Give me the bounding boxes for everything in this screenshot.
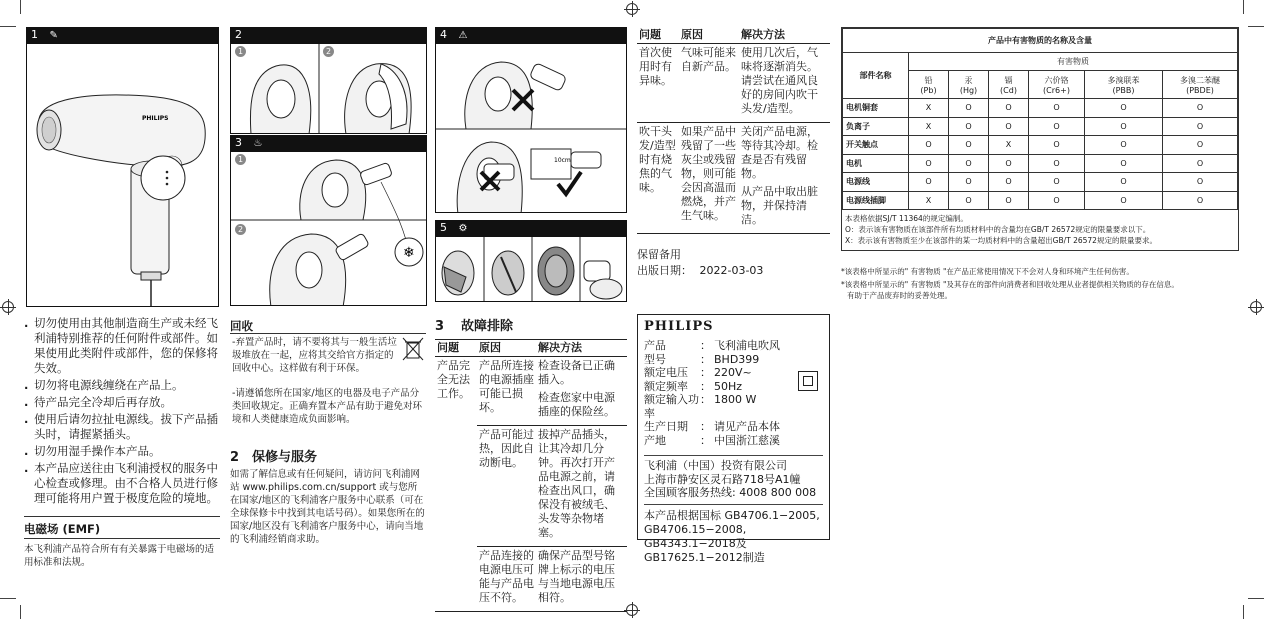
hazard-row <box>843 99 1238 118</box>
crop-mark <box>1243 605 1244 619</box>
substance-value-cell: O <box>909 173 949 192</box>
cleaning-illustration <box>436 237 627 302</box>
hair-dryer-illustration <box>27 44 219 307</box>
distance-label: 10cm <box>554 157 571 164</box>
troubleshooting-table <box>435 339 627 612</box>
table-header: 原因 <box>477 340 536 357</box>
hazard-table-box <box>841 27 1239 251</box>
registration-mark <box>626 604 638 616</box>
substance-value-cell: O <box>1029 154 1085 173</box>
cause-cell: 气味可能来自新产品。 <box>681 46 736 73</box>
substance-value-cell: O <box>949 117 989 136</box>
registration-mark <box>1250 301 1262 313</box>
substance-value-cell: X <box>909 117 949 136</box>
crop-mark <box>0 598 16 599</box>
emf-title: 电磁场 (EMF) <box>24 522 101 536</box>
step-1-illustration <box>26 43 219 307</box>
step-2-number: 2 <box>235 28 242 41</box>
company-info <box>644 455 823 500</box>
warranty-heading <box>230 446 317 465</box>
substance-value-cell: O <box>1163 117 1238 136</box>
step-4-illustration <box>435 43 627 213</box>
substance-group-header: 有害物质 <box>909 53 1238 71</box>
part-name-header: 部件名称 <box>843 53 909 99</box>
safety-bullet: . 切勿使用由其他制造商生产或未经飞利浦特别推荐的任何附件或部件。如果使用此类附件或部件，您的保修将失效。 <box>24 316 220 376</box>
substance-header: 六价铬 (Cr6+) <box>1029 71 1085 99</box>
substance-value-cell: O <box>989 99 1029 118</box>
step-3-number: 3 <box>235 136 242 149</box>
recycle-title: 回收 <box>230 319 253 333</box>
substance-value-cell: O <box>1085 173 1163 192</box>
problem-cell: 首次使用时有异味。 <box>639 46 672 87</box>
blow-dry-illustration <box>231 152 427 306</box>
step-4-number: 4 <box>440 28 447 41</box>
recycle-item: -请遵循您所在国家/地区的电器及电子产品分类回收规定。正确弃置本产品有助于避免对环境和人类健康造成负面影响。 <box>232 388 423 425</box>
safety-bullet: . 切勿用湿手操作本产品。 <box>24 444 220 459</box>
problem-cell: 产品完全无法工作。 <box>437 359 470 400</box>
safety-bullet: . 切勿将电源线缠绕在产品上。 <box>24 378 220 393</box>
solution-cell <box>536 426 627 547</box>
product-spec-box <box>637 314 830 564</box>
substance-value-cell: O <box>1085 191 1163 210</box>
step-5-header <box>435 220 627 236</box>
substance-header: 铅 (Pb) <box>909 71 949 99</box>
step-2-header <box>230 27 427 43</box>
emf-text: 本飞利浦产品符合所有有关暴露于电磁场的适用标准和法规。 <box>24 544 215 568</box>
cause-cell: 产品可能过热，因此自动断电。 <box>477 426 536 547</box>
substep-2-badge: 2 <box>235 224 246 235</box>
substance-value-cell: O <box>1163 154 1238 173</box>
substance-value-cell: O <box>989 191 1029 210</box>
substance-header: 多溴二苯醚 (PBDE) <box>1163 71 1238 99</box>
spec-row: 型号 ： BHD399 <box>644 352 760 366</box>
hair-dryer-icon: ✎ <box>49 30 58 41</box>
substance-value-cell: X <box>909 191 949 210</box>
crop-mark <box>0 26 16 27</box>
standards-text: 本产品根据国标 GB4706.1−2005, GB4706.15−2008, GB4343.1−2018及GB17625.1−2012制造 <box>644 504 823 565</box>
substep-1-badge: 1 <box>235 154 246 165</box>
safety-bullet: . 使用后请勿拉扯电源线。拔下产品插头时，请握紧插头。 <box>24 412 220 442</box>
table-header: 解决方法 <box>536 340 627 357</box>
solution-text: 检查您家中电源插座的保险丝。 <box>538 391 615 418</box>
substance-header: 汞 (Hg) <box>949 71 989 99</box>
hazard-row <box>843 173 1238 192</box>
solution-text: 从产品中取出脏物，并保持清洁。 <box>741 185 818 226</box>
substance-value-cell: O <box>989 173 1029 192</box>
substance-value-cell: O <box>1163 99 1238 118</box>
part-name-cell: 电机 <box>843 154 909 173</box>
company-address: 上海市静安区灵石路718号A1幢 <box>644 472 801 486</box>
table-header: 问题 <box>435 340 477 357</box>
hazard-note: O：表示该有害物质在该部件所有均质材料中的含量均在GB/T 26572规定的限量要求以下。 <box>845 225 1151 234</box>
substance-value-cell: X <box>909 99 949 118</box>
warranty-title: 保修与服务 <box>252 450 318 465</box>
substance-value-cell: O <box>989 154 1029 173</box>
table-header: 问题 <box>637 27 679 44</box>
recycle-item: -弃置产品时，请不要将其与一般生活垃圾堆放在一起，应将其交给官方指定的回收中心。这样做有利于环保。 <box>232 337 397 374</box>
spec-row: 产品 ： 飞利浦电吹风 <box>644 339 780 352</box>
hazard-footnote: *该表格中所显示的" 有害物质 "及其存在的部件向消费者和回收处理从业者提供相关物质的存在信息。 <box>841 280 1179 289</box>
spec-row: 额定电压 ： 220V~ <box>644 366 752 379</box>
substance-value-cell: O <box>1163 173 1238 192</box>
divider <box>24 516 220 517</box>
troubleshooting-section-number: 3 <box>435 319 445 334</box>
spec-row: 产地 ： 中国浙江慈溪 <box>644 433 780 447</box>
substance-value-cell: O <box>1029 191 1085 210</box>
substep-1-badge: 1 <box>235 46 246 57</box>
hazard-row <box>843 117 1238 136</box>
publication-date-label: 出版日期： <box>637 264 692 277</box>
substance-value-cell: O <box>1029 99 1085 118</box>
crop-mark <box>1243 0 1244 14</box>
snowflake-icon: ❄ <box>403 245 415 261</box>
troubleshooting-title: 故障排除 <box>461 319 514 334</box>
waste-bin-crossed-icon <box>402 336 424 362</box>
reserved-line: 保留备用 <box>637 248 681 261</box>
blow-dry-icon: ♨ <box>253 138 263 149</box>
substance-value-cell: O <box>1029 117 1085 136</box>
step-1-header <box>26 27 219 43</box>
company-name: 飞利浦（中国）投资有限公司 <box>644 459 787 472</box>
substance-value-cell: O <box>949 99 989 118</box>
registration-mark <box>626 3 638 15</box>
crop-mark <box>1248 598 1264 599</box>
step-5-number: 5 <box>440 221 447 234</box>
substance-value-cell: O <box>1085 99 1163 118</box>
substance-value-cell: O <box>1085 117 1163 136</box>
hazard-table-title: 产品中有害物质的名称及含量 <box>843 29 1238 53</box>
step-3-illustration <box>230 151 427 306</box>
substance-value-cell: O <box>909 154 949 173</box>
table-row <box>637 123 830 234</box>
publication-date-value: 2022-03-03 <box>699 264 764 277</box>
table-row <box>637 44 830 123</box>
part-name-cell: 开关触点 <box>843 136 909 155</box>
solution-text: 拔掉产品插头，让其冷却几分钟。再次打开产品电源之前，请检查出风口，确保没有被绒毛、头发等杂物堵塞。 <box>538 428 615 539</box>
class-ii-double-square-icon <box>798 371 818 391</box>
spec-row: 额定频率 ： 50Hz <box>644 379 743 393</box>
hazard-footnote: 有助于产品废弃时的妥善处理。 <box>847 291 952 300</box>
substance-header: 多溴联苯 (PBB) <box>1085 71 1163 99</box>
substance-value-cell: O <box>1163 136 1238 155</box>
divider <box>230 333 426 334</box>
solution-cell <box>536 547 627 612</box>
table-header: 原因 <box>679 27 739 44</box>
substance-value-cell: O <box>1163 191 1238 210</box>
towel-dry-illustration <box>231 44 427 134</box>
hazard-note: X：表示该有害物质至少在该部件的某一均质材料中的含量超出GB/T 26572规定的限量要求。 <box>845 236 1157 245</box>
hazard-footnote: *该表格中所显示的" 有害物质 "在产品正常使用情况下不会对人身和环境产生任何伤害。 <box>841 267 1134 276</box>
step-1-number: 1 <box>31 28 38 41</box>
safety-bullet: . 待产品完全冷却后再存放。 <box>24 395 220 410</box>
spec-row: 生产日期 ： 请见产品本体 <box>644 420 780 433</box>
substep-2-badge: 2 <box>323 46 334 57</box>
crop-mark <box>20 605 21 619</box>
step-2-illustration <box>230 43 427 134</box>
part-name-cell: 电源线插脚 <box>843 191 909 210</box>
cause-cell: 产品连接的电源电压可能与产品电压不符。 <box>477 547 536 612</box>
substance-value-cell: O <box>1029 136 1085 155</box>
substance-header: 镉 (Cd) <box>989 71 1029 99</box>
dryer-brand-label: PHILIPS <box>142 115 169 122</box>
solution-text: 关闭产品电源，等待其冷却。检查是否有残留物。 <box>741 125 818 180</box>
table-row <box>435 357 627 426</box>
troubleshooting-heading <box>435 315 513 334</box>
substance-value-cell: O <box>989 117 1029 136</box>
part-name-cell: 电机铜套 <box>843 99 909 118</box>
publication-date <box>637 262 763 278</box>
hazard-footnotes <box>841 266 1241 301</box>
hazard-row <box>843 191 1238 210</box>
part-name-cell: 负离子 <box>843 117 909 136</box>
solution-cell <box>739 123 830 234</box>
part-name-cell: 电源线 <box>843 173 909 192</box>
cause-cell: 产品所连接的电源插座可能已损坏。 <box>479 359 534 414</box>
warranty-text: 如需了解信息或有任何疑问，请访问飞利浦网站 www.philips.com.cn/support 或与您所在国家/地区的飞利浦客户服务中心联系（可在全球保修卡中找到其电话号码）。如果您所在的国家/地区没有飞利浦客户服务中心，请向当地的飞利浦经销商求助。 <box>230 469 425 545</box>
spec-row: 额定输入功率 ： 1800 W <box>644 393 757 420</box>
divider <box>24 538 220 539</box>
crop-mark <box>1248 26 1264 27</box>
substance-value-cell: O <box>949 173 989 192</box>
substance-value-cell: O <box>1085 136 1163 155</box>
substance-value-cell: O <box>949 191 989 210</box>
registration-mark <box>2 301 14 313</box>
step-3-header <box>230 135 427 151</box>
solution-cell <box>536 357 627 426</box>
hazard-row <box>843 154 1238 173</box>
cause-cell: 如果产品中残留了一些灰尘或残留物，则可能会因高温而燃烧，并产生气味。 <box>679 123 739 234</box>
hazard-substance-table <box>842 28 1238 210</box>
solution-cell <box>739 44 830 123</box>
problem-cell: 吹干头发/造型时有烧焦的气味。 <box>637 123 679 234</box>
substance-value-cell: O <box>909 136 949 155</box>
service-hotline: 全国顾客服务热线: 4008 800 008 <box>644 486 817 499</box>
substance-value-cell: O <box>1029 173 1085 192</box>
cleaning-icon: ⚙ <box>458 223 468 234</box>
solution-text: 确保产品型号铭牌上标示的电压与当地电源电压相符。 <box>538 549 615 604</box>
substance-value-cell: O <box>949 154 989 173</box>
substance-value-cell: O <box>1085 154 1163 173</box>
solution-text: 检查设备已正确插入。 <box>538 359 615 386</box>
troubleshooting-table-continued <box>637 27 830 234</box>
table-header: 解决方法 <box>739 27 830 44</box>
step-5-illustration <box>435 236 627 302</box>
hazard-row <box>843 136 1238 155</box>
step-4-header <box>435 27 627 43</box>
substance-value-cell: X <box>989 136 1029 155</box>
hazard-notes <box>842 210 1238 250</box>
safety-bullet-list <box>24 316 220 508</box>
safety-bullet: . 本产品应送往由飞利浦授权的服务中心检查或修理。由不合格人员进行修理可能将用户置于极度危险的境地。 <box>24 461 220 506</box>
crop-mark <box>20 0 21 14</box>
wrong-usage-illustration <box>436 44 627 213</box>
warranty-section-number: 2 <box>230 450 240 465</box>
brand-logo: PHILIPS <box>644 319 714 334</box>
warning-icon: ⚠ <box>458 30 468 41</box>
substance-value-cell: O <box>949 136 989 155</box>
solution-text: 使用几次后，气味将逐渐消失。请尝试在通风良好的房间内吹干头发/造型。 <box>741 46 818 115</box>
hazard-note: 本表格依据SJ/T 11364的规定编制。 <box>845 214 968 223</box>
